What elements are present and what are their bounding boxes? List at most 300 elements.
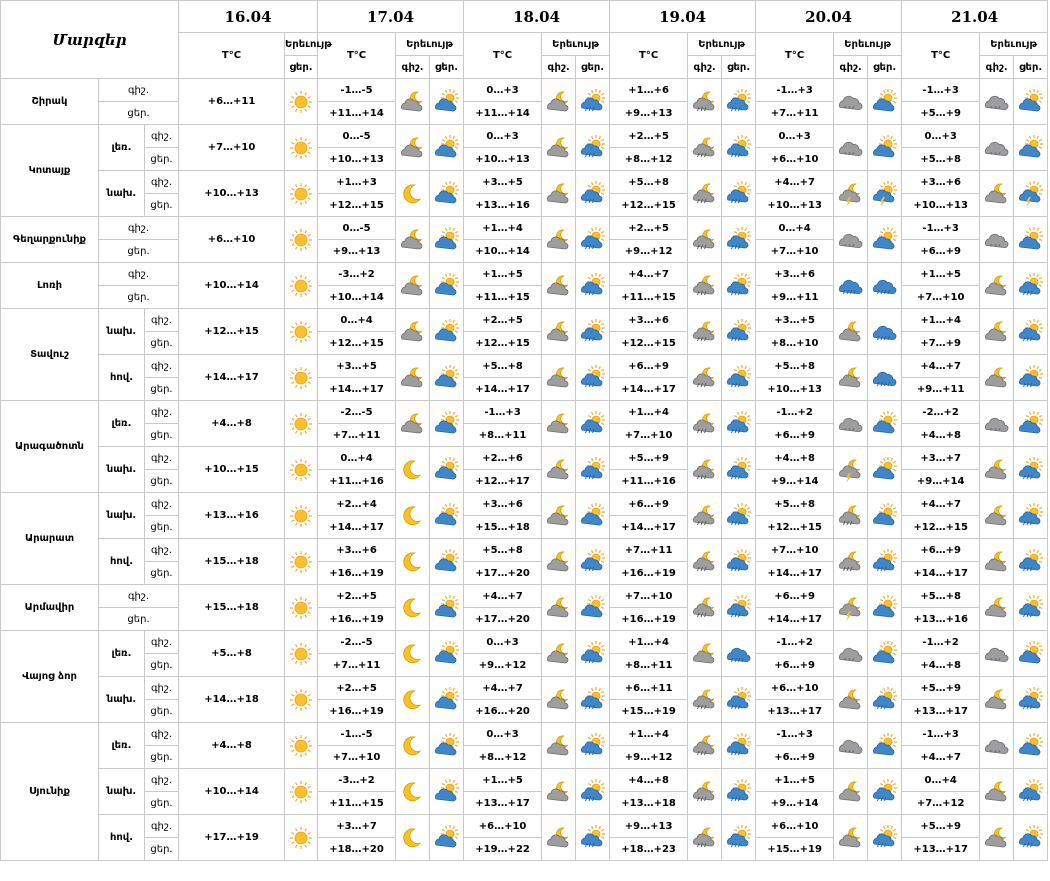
temperature-range: +6…+11 <box>179 79 285 125</box>
temperature-range: +16…+19 <box>610 608 688 631</box>
temperature-range: +5…+8 <box>902 148 980 171</box>
zone-label: նախ. <box>99 769 145 815</box>
time-of-day-label: գիշ. <box>145 723 179 746</box>
zone-label: լեռ. <box>99 631 145 677</box>
temperature-range: +9…+14 <box>902 470 980 493</box>
sun-icon <box>285 217 318 263</box>
partly-cloudy-moon-icon <box>542 677 576 723</box>
svg-text:*: * <box>851 105 855 112</box>
date-header: 21.04 <box>902 1 1048 33</box>
night-col-header: գիշ. <box>396 56 430 79</box>
svg-text:*: * <box>843 657 847 664</box>
phenomenon-col-header: Երեւույթ <box>396 33 464 56</box>
sun-icon <box>285 585 318 631</box>
temperature-range: 0…+4 <box>318 309 396 332</box>
phenomenon-col-header: Երեւույթ <box>980 33 1048 56</box>
sun-icon <box>285 447 318 493</box>
snow-cloud-icon <box>980 125 1014 171</box>
temperature-range: +6…+10 <box>756 677 834 700</box>
snow-cloud-icon <box>980 79 1014 125</box>
moon-cloud-rain-icon <box>688 79 722 125</box>
partly-cloudy-moon-icon <box>834 677 868 723</box>
rain-sun-icon <box>1014 309 1048 355</box>
partly-cloudy-moon-icon <box>542 309 576 355</box>
rain-sun-icon <box>722 447 756 493</box>
partly-cloudy-moon-icon <box>542 539 576 585</box>
svg-text:*: * <box>989 657 993 664</box>
temperature-range: +1…+4 <box>610 723 688 746</box>
table-row <box>1 585 1048 608</box>
date-header: 19.04 <box>610 1 756 33</box>
moon-icon <box>396 815 430 861</box>
table-row <box>1 217 1048 240</box>
partly-cloudy-sun-icon <box>1014 79 1048 125</box>
rain-sun-icon <box>576 723 610 769</box>
temperature-range: +5…+8 <box>464 355 542 378</box>
time-of-day-label: ցեր. <box>99 240 179 263</box>
moon-icon <box>396 769 430 815</box>
partly-cloudy-sun-icon <box>868 723 902 769</box>
moon-icon <box>396 539 430 585</box>
temperature-range: +5…+9 <box>902 677 980 700</box>
temperature-range: +6…+10 <box>464 815 542 838</box>
temp-col-header: T°C <box>464 33 542 79</box>
temp-col-header: T°C <box>318 33 396 79</box>
temperature-range: +2…+6 <box>464 447 542 470</box>
svg-text:*: * <box>997 749 1001 756</box>
temperature-range: +1…+4 <box>610 631 688 654</box>
temperature-range: +14…+17 <box>179 355 285 401</box>
temperature-range: +4…+8 <box>756 447 834 470</box>
partly-cloudy-sun-icon <box>868 585 902 631</box>
partly-cloudy-sun-icon <box>430 815 464 861</box>
regions-header: Մարզեր <box>1 1 179 79</box>
snow-cloud-icon <box>834 631 868 677</box>
svg-text:*: * <box>989 105 993 112</box>
partly-cloudy-moon-icon <box>542 631 576 677</box>
temperature-range: +1…+4 <box>464 217 542 240</box>
forecast-body <box>1 79 1048 861</box>
temperature-range: +11…+14 <box>464 102 542 125</box>
temperature-range: +16…+20 <box>464 700 542 723</box>
phenomenon-col-header: Երեւույթ <box>688 33 756 56</box>
temperature-range: +4…+7 <box>464 585 542 608</box>
temperature-range: +4…+7 <box>902 746 980 769</box>
temperature-range: -1…+2 <box>756 401 834 424</box>
thunder-sun-icon <box>868 171 902 217</box>
time-of-day-label: ցեր. <box>99 608 179 631</box>
time-of-day-label: ցեր. <box>145 378 179 401</box>
svg-text:*: * <box>843 243 847 250</box>
svg-text:*: * <box>851 749 855 756</box>
partly-cloudy-moon-icon <box>542 217 576 263</box>
temperature-range: +16…+19 <box>610 562 688 585</box>
time-of-day-label: գիշ. <box>99 263 179 286</box>
moon-icon <box>396 677 430 723</box>
partly-cloudy-moon-icon <box>396 263 430 309</box>
day-col-header: ցեր. <box>576 56 610 79</box>
snow-cloud-icon <box>980 631 1014 677</box>
temperature-range: +17…+20 <box>464 562 542 585</box>
partly-cloudy-sun-icon <box>430 125 464 171</box>
snow-cloud-icon <box>834 79 868 125</box>
sun-icon <box>285 125 318 171</box>
partly-cloudy-moon-icon <box>980 585 1014 631</box>
time-of-day-label: ցեր. <box>145 424 179 447</box>
temperature-range: -1…+3 <box>902 723 980 746</box>
day-col-header: ցեր. <box>1014 56 1048 79</box>
moon-cloud-rain-icon <box>688 217 722 263</box>
moon-icon <box>396 631 430 677</box>
temperature-range: +5…+9 <box>902 815 980 838</box>
thunder-sun-icon <box>1014 171 1048 217</box>
rain-sun-icon <box>722 263 756 309</box>
moon-icon <box>396 585 430 631</box>
temperature-range: +19…+22 <box>464 838 542 861</box>
temperature-range: +16…+19 <box>318 700 396 723</box>
rain-sun-icon <box>576 539 610 585</box>
rain-cloud-icon <box>834 263 868 309</box>
temperature-range: +4…+8 <box>179 723 285 769</box>
temperature-range: -1…+3 <box>756 723 834 746</box>
moon-icon <box>396 171 430 217</box>
moon-cloud-rain-icon <box>688 677 722 723</box>
temperature-range: +4…+7 <box>902 355 980 378</box>
sun-icon <box>285 79 318 125</box>
temperature-range: +15…+18 <box>179 585 285 631</box>
partly-cloudy-moon-icon <box>542 355 576 401</box>
time-of-day-label: ցեր. <box>145 746 179 769</box>
temperature-range: +16…+19 <box>318 608 396 631</box>
rain-sun-icon <box>722 217 756 263</box>
partly-cloudy-sun-icon <box>868 447 902 493</box>
partly-cloudy-sun-icon <box>868 631 902 677</box>
table-row <box>1 79 1048 102</box>
day-col-header: ցեր. <box>868 56 902 79</box>
temperature-range: 0…+3 <box>464 125 542 148</box>
partly-cloudy-sun-icon <box>430 585 464 631</box>
zone-label: հով. <box>99 539 145 585</box>
svg-text:*: * <box>851 243 855 250</box>
time-of-day-label: ցեր. <box>145 792 179 815</box>
zone-label: հով. <box>99 355 145 401</box>
zone-label: նախ. <box>99 447 145 493</box>
rain-sun-icon <box>1014 585 1048 631</box>
partly-cloudy-sun-icon <box>430 355 464 401</box>
time-of-day-label: գիշ. <box>145 447 179 470</box>
time-of-day-label: ցեր. <box>145 838 179 861</box>
temperature-range: +9…+13 <box>318 240 396 263</box>
moon-cloud-rain-icon <box>688 815 722 861</box>
time-of-day-label: ցեր. <box>99 102 179 125</box>
temperature-range: +5…+8 <box>610 171 688 194</box>
table-row <box>1 815 1048 838</box>
night-col-header: գիշ. <box>542 56 576 79</box>
temperature-range: +10…+15 <box>179 447 285 493</box>
night-col-header: գիշ. <box>688 56 722 79</box>
time-of-day-label: ցեր. <box>145 700 179 723</box>
svg-text:*: * <box>851 657 855 664</box>
temperature-range: +1…+5 <box>464 769 542 792</box>
day-col-header: ցեր. <box>285 56 318 79</box>
date-header: 16.04 <box>179 1 318 33</box>
sun-icon <box>285 815 318 861</box>
partly-cloudy-moon-icon <box>834 309 868 355</box>
sun-icon <box>285 539 318 585</box>
temperature-range: +13…+17 <box>756 700 834 723</box>
partly-cloudy-sun-icon <box>430 263 464 309</box>
moon-cloud-rain-icon <box>688 723 722 769</box>
temperature-range: -1…+2 <box>902 631 980 654</box>
temperature-range: +1…+3 <box>318 171 396 194</box>
night-col-header: գիշ. <box>834 56 868 79</box>
forecast-header <box>1 1 1048 79</box>
partly-cloudy-moon-icon <box>980 355 1014 401</box>
temperature-range: +5…+8 <box>464 539 542 562</box>
temp-col-header: T°C <box>179 33 285 79</box>
partly-cloudy-sun-icon <box>1014 723 1048 769</box>
rain-sun-icon <box>576 401 610 447</box>
region-name: Լոռի <box>1 263 99 309</box>
temperature-range: +3…+6 <box>318 539 396 562</box>
temperature-range: +12…+17 <box>464 470 542 493</box>
time-of-day-label: ցեր. <box>145 562 179 585</box>
rain-sun-icon <box>576 171 610 217</box>
svg-text:*: * <box>851 427 855 434</box>
partly-cloudy-moon-icon <box>834 769 868 815</box>
rain-sun-icon <box>722 815 756 861</box>
svg-text:*: * <box>847 105 851 112</box>
partly-cloudy-moon-icon <box>980 769 1014 815</box>
temperature-range: +9…+13 <box>610 815 688 838</box>
region-name: Վայոց ձոր <box>1 631 99 723</box>
temperature-range: +10…+13 <box>464 148 542 171</box>
temperature-range: +5…+9 <box>610 447 688 470</box>
temperature-range: +11…+15 <box>610 286 688 309</box>
rain-sun-icon <box>576 263 610 309</box>
zone-label: լեռ. <box>99 125 145 171</box>
temperature-range: +6…+9 <box>610 493 688 516</box>
svg-text:*: * <box>997 105 1001 112</box>
phenomenon-col-header: Երեւույթ <box>285 33 318 56</box>
partly-cloudy-sun-icon <box>430 677 464 723</box>
zone-label: նախ. <box>99 309 145 355</box>
snow-cloud-icon <box>980 723 1014 769</box>
temperature-range: 0…+4 <box>318 447 396 470</box>
temperature-range: +14…+17 <box>756 562 834 585</box>
temperature-range: +6…+9 <box>756 746 834 769</box>
temperature-range: +7…+10 <box>179 125 285 171</box>
rain-sun-icon <box>576 631 610 677</box>
temperature-range: +7…+11 <box>318 424 396 447</box>
temperature-range: -1…-5 <box>318 723 396 746</box>
temperature-range: -3…+2 <box>318 769 396 792</box>
temperature-range: -1…+3 <box>902 79 980 102</box>
region-name: Սյունիք <box>1 723 99 861</box>
temperature-range: +4…+7 <box>464 677 542 700</box>
temperature-range: +10…+14 <box>464 240 542 263</box>
temperature-range: 0…+3 <box>756 125 834 148</box>
temperature-range: +6…+10 <box>756 815 834 838</box>
snow-cloud-icon <box>834 401 868 447</box>
moon-icon <box>396 723 430 769</box>
temperature-range: +6…+9 <box>902 240 980 263</box>
partly-cloudy-sun-icon <box>1014 401 1048 447</box>
table-row <box>1 125 1048 148</box>
temperature-range: 0…+4 <box>756 217 834 240</box>
partly-cloudy-sun-icon <box>868 79 902 125</box>
temperature-range: +15…+18 <box>179 539 285 585</box>
region-name: Գեղարքունիք <box>1 217 99 263</box>
partly-cloudy-moon-icon <box>542 585 576 631</box>
temperature-range: +7…+10 <box>610 424 688 447</box>
temperature-range: +13…+16 <box>902 608 980 631</box>
moon-cloud-rain-icon <box>688 493 722 539</box>
temperature-range: +8…+11 <box>610 654 688 677</box>
temperature-range: +15…+18 <box>464 516 542 539</box>
partly-cloudy-sun-icon <box>1014 631 1048 677</box>
moon-icon <box>396 447 430 493</box>
svg-text:*: * <box>851 151 855 158</box>
partly-cloudy-moon-icon <box>980 309 1014 355</box>
temperature-range: +12…+15 <box>902 516 980 539</box>
time-of-day-label: ցեր. <box>145 516 179 539</box>
rain-sun-icon <box>722 79 756 125</box>
moon-cloud-rain-icon <box>688 769 722 815</box>
temp-col-header: T°C <box>610 33 688 79</box>
temperature-range: +17…+20 <box>464 608 542 631</box>
time-of-day-label: ցեր. <box>145 470 179 493</box>
temperature-range: -1…-5 <box>318 79 396 102</box>
temperature-range: +6…+9 <box>610 355 688 378</box>
temperature-range: +5…+8 <box>902 585 980 608</box>
temperature-range: +15…+19 <box>756 838 834 861</box>
time-of-day-label: գիշ. <box>145 539 179 562</box>
time-of-day-label: ցեր. <box>145 332 179 355</box>
temperature-range: +2…+5 <box>610 217 688 240</box>
temperature-range: +8…+10 <box>756 332 834 355</box>
temp-col-header: T°C <box>902 33 980 79</box>
temperature-range: +12…+15 <box>318 332 396 355</box>
time-of-day-label: գիշ. <box>145 493 179 516</box>
temperature-range: +7…+11 <box>756 102 834 125</box>
rain-cloud-icon <box>868 263 902 309</box>
temperature-range: +4…+8 <box>902 424 980 447</box>
moon-cloud-rain-icon <box>834 539 868 585</box>
partly-cloudy-moon-icon <box>980 677 1014 723</box>
temperature-range: +12…+15 <box>179 309 285 355</box>
partly-cloudy-moon-icon <box>542 125 576 171</box>
svg-text:*: * <box>989 749 993 756</box>
temperature-range: 0…+3 <box>464 723 542 746</box>
temperature-range: +12…+15 <box>610 194 688 217</box>
rain-sun-icon <box>868 539 902 585</box>
temperature-range: +4…+7 <box>610 263 688 286</box>
region-name: Արագածոտն <box>1 401 99 493</box>
temperature-range: -1…+3 <box>464 401 542 424</box>
date-header: 20.04 <box>756 1 902 33</box>
temperature-range: +9…+11 <box>902 378 980 401</box>
partly-cloudy-sun-icon <box>430 723 464 769</box>
svg-text:*: * <box>847 657 851 664</box>
rain-sun-icon <box>576 677 610 723</box>
temperature-range: +13…+17 <box>902 838 980 861</box>
zone-label: լեռ. <box>99 401 145 447</box>
svg-text:*: * <box>997 657 1001 664</box>
moon-cloud-rain-icon <box>688 263 722 309</box>
temperature-range: +10…+13 <box>318 148 396 171</box>
temp-col-header: T°C <box>756 33 834 79</box>
temperature-range: +3…+5 <box>318 355 396 378</box>
partly-cloudy-moon-icon <box>396 355 430 401</box>
partly-cloudy-moon-icon <box>396 401 430 447</box>
rain-sun-icon <box>1014 539 1048 585</box>
partly-cloudy-moon-icon <box>542 447 576 493</box>
moon-cloud-rain-icon <box>688 539 722 585</box>
moon-cloud-rain-icon <box>688 401 722 447</box>
partly-cloudy-moon-icon <box>834 355 868 401</box>
partly-cloudy-moon-icon <box>980 447 1014 493</box>
temperature-range: +11…+16 <box>610 470 688 493</box>
rain-sun-icon <box>1014 355 1048 401</box>
svg-text:*: * <box>843 151 847 158</box>
temperature-range: +17…+19 <box>179 815 285 861</box>
region-name: Տավուշ <box>1 309 99 401</box>
temperature-range: -3…+2 <box>318 263 396 286</box>
rain-sun-icon <box>576 125 610 171</box>
rain-sun-icon <box>722 769 756 815</box>
region-name: Շիրակ <box>1 79 99 125</box>
moon-cloud-rain-icon <box>688 309 722 355</box>
temperature-range: +13…+16 <box>179 493 285 539</box>
day-col-header: ցեր. <box>722 56 756 79</box>
rain-sun-icon <box>868 677 902 723</box>
temperature-range: +7…+11 <box>318 654 396 677</box>
temperature-range: +13…+17 <box>902 700 980 723</box>
temperature-range: +2…+5 <box>318 585 396 608</box>
temperature-range: +4…+8 <box>902 654 980 677</box>
partly-cloudy-sun-icon <box>430 539 464 585</box>
temperature-range: +3…+6 <box>610 309 688 332</box>
rain-sun-icon <box>576 447 610 493</box>
temperature-range: +7…+9 <box>902 332 980 355</box>
partly-cloudy-moon-icon <box>542 401 576 447</box>
temperature-range: +12…+15 <box>756 516 834 539</box>
temperature-range: -2…-5 <box>318 631 396 654</box>
temperature-range: +1…+5 <box>902 263 980 286</box>
temperature-range: -1…+3 <box>756 79 834 102</box>
temperature-range: +14…+17 <box>610 378 688 401</box>
temperature-range: +10…+13 <box>756 194 834 217</box>
temperature-range: +11…+15 <box>464 286 542 309</box>
thunder-moon-icon <box>834 447 868 493</box>
temperature-range: +10…+13 <box>902 194 980 217</box>
temperature-range: +18…+20 <box>318 838 396 861</box>
partly-cloudy-sun-icon <box>576 585 610 631</box>
temperature-range: +5…+8 <box>179 631 285 677</box>
partly-cloudy-moon-icon <box>834 815 868 861</box>
svg-text:*: * <box>847 427 851 434</box>
temperature-range: +6…+9 <box>756 585 834 608</box>
temperature-range: +2…+5 <box>464 309 542 332</box>
zone-label: լեռ. <box>99 723 145 769</box>
temperature-range: +6…+11 <box>610 677 688 700</box>
time-of-day-label: գիշ. <box>145 815 179 838</box>
temperature-range: +6…+10 <box>756 148 834 171</box>
sun-icon <box>285 355 318 401</box>
temperature-range: -1…+3 <box>902 217 980 240</box>
sun-icon <box>285 769 318 815</box>
